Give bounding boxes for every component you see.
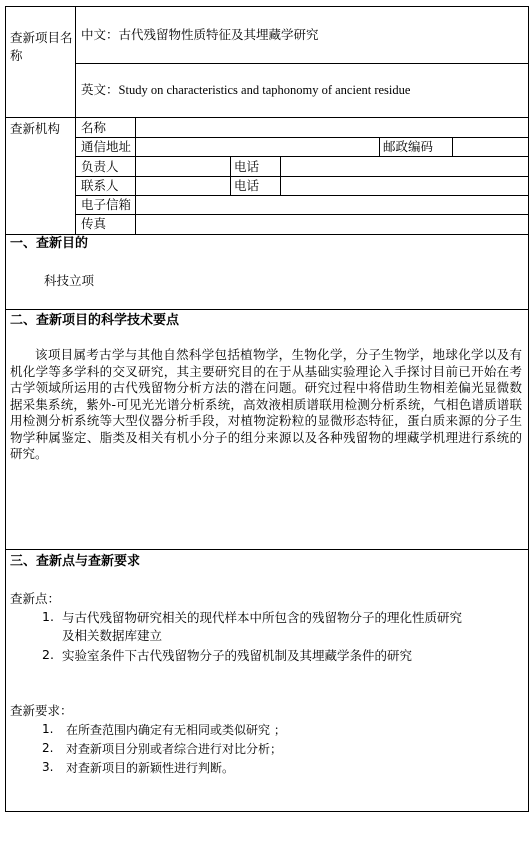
- divider-cn-en: [75, 63, 528, 64]
- list-item-text: 对查新项目分别或者综合进行对比分析；: [66, 742, 283, 756]
- project-cn-title: 中文：古代残留物性质特征及其埋藏学研究: [81, 27, 319, 42]
- address-label: 通信地址: [81, 139, 132, 154]
- list-item: [42, 609, 524, 645]
- inst-row-line: [75, 176, 528, 177]
- list-item: [42, 741, 524, 759]
- list-item: [42, 760, 524, 778]
- project-en-prefix: 英文：: [81, 82, 119, 97]
- inst-col-line: [452, 137, 453, 156]
- divider-inst-sec1: [5, 234, 529, 235]
- inst-row-line: [75, 214, 528, 215]
- list-item-number: 1.: [42, 722, 54, 736]
- list-item-text: 实验室条件下古代残留物分子的残留机制及其埋藏学条件的研究: [62, 648, 413, 663]
- section2-heading: 二、查新项目的科学技术要点: [10, 313, 180, 328]
- divider-sec2-sec3: [5, 549, 529, 550]
- list-item-text: 在所查范围内确定有无相同或类似研究 ；: [66, 723, 286, 737]
- inst-col-line: [230, 156, 231, 195]
- border-right: [528, 6, 529, 812]
- list-item: [42, 722, 524, 740]
- section1-content: 科技立项: [44, 273, 95, 288]
- list-item-text-cont: 及相关数据库建立: [62, 628, 163, 643]
- name-label: 名称: [81, 120, 107, 135]
- inst-col-line: [280, 156, 281, 195]
- requirements-label: 查新要求：: [10, 703, 73, 718]
- list-item-number: 2.: [42, 741, 54, 755]
- phone-label-2: 电话: [234, 178, 260, 193]
- border-top: [5, 6, 529, 7]
- email-label: 电子信箱: [81, 197, 132, 212]
- section1-heading: 一、查新目的: [10, 236, 89, 251]
- postcode-label: 邮政编码: [383, 139, 434, 154]
- project-en-title-row: [81, 82, 410, 98]
- border-left: [5, 6, 6, 812]
- list-item-number: 3.: [42, 760, 54, 774]
- section2-paragraph: 该项目属考古学与其他自然科学包括植物学，生物化学，分子生物学，地球化学以及有机化学等多学科的交叉研究，其主要研究目的在于从基础实验理论入手探讨目前已开始在考古学领域所运用的古代残留物分析方法的潜在问题。研究过程中将借助生物相差偏光显微数据采集系统，紫外-可见光光谱分析系统，高效液相质谱联用检测分析系统，气相色谱质谱联用检测分析系统等大型仪器分析手段，对植物淀粉粒的显微形态特征，蛋白质来源的分子生物学种属鉴定、脂类及相关有机小分子的组分来源以及各种残留物的埋藏学机理进行系统的研究。: [10, 347, 522, 461]
- points-label: 查新点：: [10, 591, 61, 606]
- institution-label: 查新机构: [10, 121, 61, 136]
- manager-label: 负责人: [81, 159, 119, 174]
- divider-sec1-sec2: [5, 309, 529, 310]
- list-item-text: 对查新项目的新颖性进行判断。: [66, 761, 235, 775]
- list-item-number: 2.: [42, 647, 54, 662]
- section3-heading: 三、查新点与查新要求: [10, 554, 141, 569]
- divider-project-inst: [5, 117, 529, 118]
- list-item-number: 1.: [42, 609, 54, 624]
- inst-row-line: [75, 195, 528, 196]
- inst-col-line: [135, 117, 136, 234]
- phone-label-1: 电话: [234, 159, 260, 174]
- inst-row-line: [75, 156, 528, 157]
- list-item-text: 与古代残留物研究相关的现代样本中所包含的残留物分子的理化性质研究: [62, 610, 463, 625]
- list-item: [42, 647, 524, 665]
- contact-label: 联系人: [81, 178, 119, 193]
- border-bottom: [5, 811, 529, 812]
- fax-label: 传真: [81, 216, 107, 231]
- project-en-title: Study on characteristics and taphonomy of ancient residue: [118, 83, 411, 97]
- inst-row-line: [75, 137, 528, 138]
- divider-label-col: [75, 6, 76, 234]
- project-label: 查新项目名称: [10, 30, 73, 63]
- inst-col-line: [379, 137, 380, 156]
